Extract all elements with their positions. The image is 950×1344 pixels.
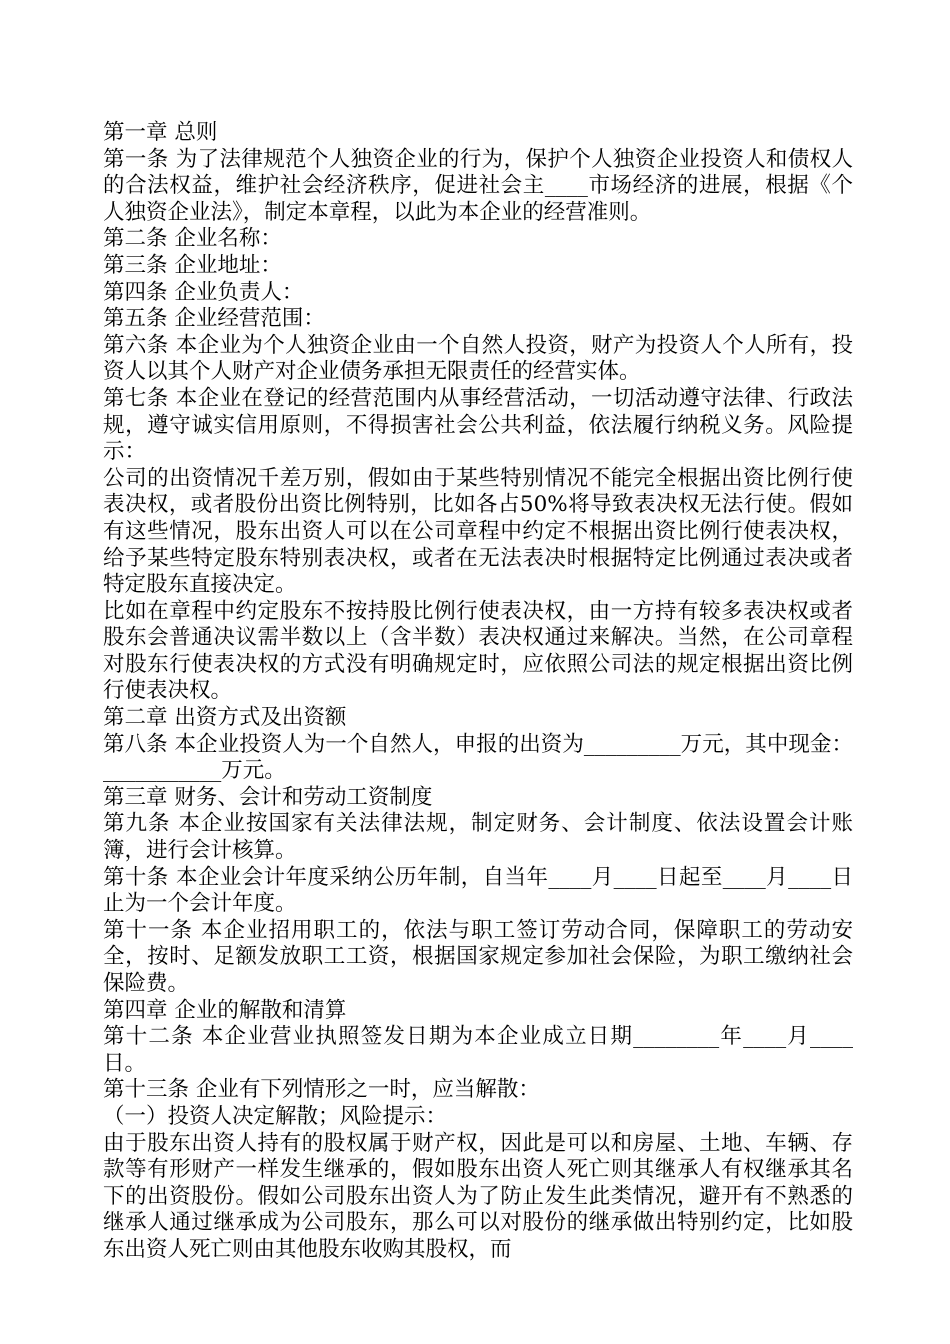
article-8: 第八条 本企业投资人为一个自然人，申报的出资为_________万元，其中现金：___________万元。	[103, 731, 853, 784]
chapter-3-heading: 第三章 财务、会计和劳动工资制度	[103, 784, 433, 810]
article-13-item-1: （一）投资人决定解散；风险提示：	[103, 1103, 448, 1129]
risk-note-paragraph: 比如在章程中约定股东不按持股比例行使表决权，由一方持有较多表决权或者股东会普通决议需半数以上（含半数）表决权通过来解决。当然，在公司章程对股东行使表决权的方式没有明确规定时，应依照公司法的规定根据出资比例行使表决权。	[103, 598, 853, 704]
article-7: 第七条 本企业在登记的经营范围内从事经营活动，一切活动遵守法律、行政法规，遵守诚实信用原则，不得损害社会公共利益，依法履行纳税义务。风险提示：	[103, 385, 853, 465]
article-12: 第十二条 本企业营业执照签发日期为本企业成立日期________年____月____日。	[103, 1024, 853, 1076]
chapter-4-heading: 第四章 企业的解散和清算	[103, 997, 347, 1023]
article-1: 第一条 为了法律规范个人独资企业的行为，保护个人独资企业投资人和债权人的合法权益，维护社会经济秩序，促进社会主____市场经济的进展，根据《个人独资企业法》，制定本章程，以此为本企业的经营准则。	[103, 146, 853, 225]
article-2: 第二条 企业名称：	[103, 226, 282, 252]
article-10: 第十条 本企业会计年度采纳公历年制，自当年____月____日起至____月____日止为一个会计年度。	[103, 864, 853, 917]
article-13: 第十三条 企业有下列情形之一时，应当解散：	[103, 1077, 540, 1103]
article-9: 第九条 本企业按国家有关法律法规，制定财务、会计制度、依法设置会计账簿，进行会计核算。	[103, 811, 853, 864]
risk-note-paragraph: 由于股东出资人持有的股权属于财产权，因此是可以和房屋、土地、车辆、存款等有形财产一样发生继承的，假如股东出资人死亡则其继承人有权继承其名下的出资股份。假如公司股东出资人为了防止发生此类情况，避开有不熟悉的继承人通过继承成为公司股东，那么可以对股份的继承做出特别约定，比如股东出资人死亡则由其他股东收购其股权，而	[103, 1130, 853, 1262]
document-body	[103, 120, 853, 1264]
chapter-1-heading: 第一章 总则	[103, 120, 218, 145]
chapter-2-heading: 第二章 出资方式及出资额	[103, 705, 347, 731]
article-3: 第三条 企业地址：	[103, 252, 282, 278]
risk-note-paragraph: 公司的出资情况千差万别，假如由于某些特别情况不能完全根据出资比例行使表决权，或者股份出资比例特别，比如各占50%将导致表决权无法行使。假如有这些情况，股东出资人可以在公司章程中约定不根据出资比例行使表决权，给予某些特定股东特别表决权，或者在无法表决时根据特定比例通过表决或者特定股东直接决定。	[103, 465, 853, 598]
article-4: 第四条 企业负责人：	[103, 279, 304, 305]
article-11: 第十一条 本企业招用职工的，依法与职工签订劳动合同，保障职工的劳动安全，按时、足额发放职工工资，根据国家规定参加社会保险，为职工缴纳社会保险费。	[103, 917, 853, 996]
article-6: 第六条 本企业为个人独资企业由一个自然人投资，财产为投资人个人所有，投资人以其个人财产对企业债务承担无限责任的经营实体。	[103, 332, 853, 385]
article-5: 第五条 企业经营范围：	[103, 306, 325, 332]
